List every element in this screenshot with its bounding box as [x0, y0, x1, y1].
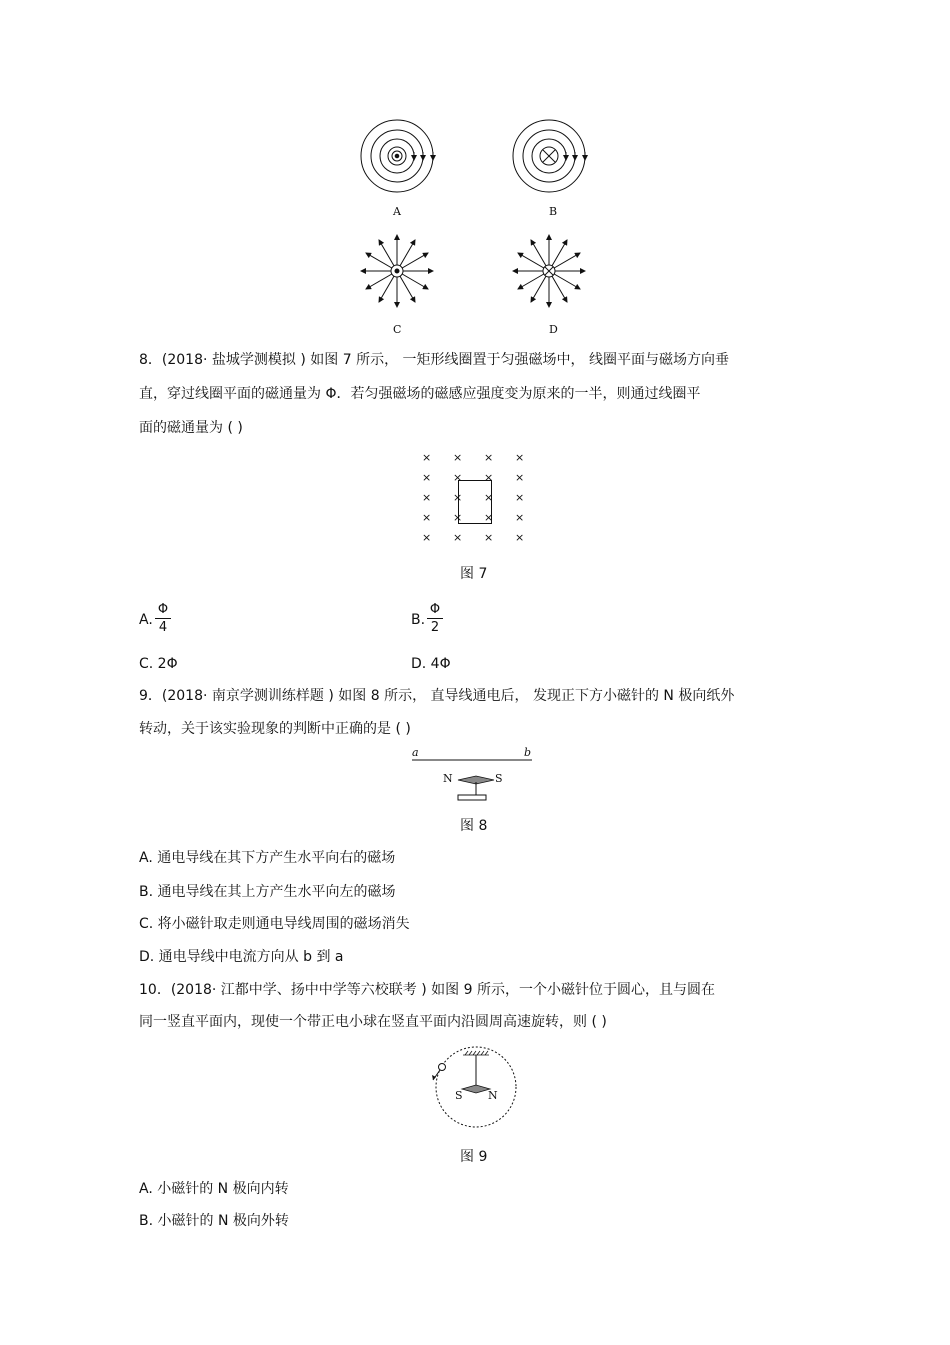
option-9d: D. 通电导线中电流方向从 b 到 a — [139, 949, 344, 965]
needle-base — [458, 795, 486, 800]
rectangular-coil — [458, 480, 492, 524]
option-9b: B. 通电导线在其上方产生水平向左的磁场 — [139, 884, 396, 900]
option-8d: D. 4Φ — [411, 656, 451, 672]
diagram-c — [361, 235, 433, 307]
q8-line2: 直，穿过线圈平面的磁通量为 Φ．若匀强磁场的磁感应强度变为原来的一半，则通过线圈平 — [139, 386, 701, 402]
field-cross-mark: × — [422, 471, 432, 484]
field-cross-mark: × — [453, 451, 463, 464]
option-10b: B. 小磁针的 N 极向外转 — [139, 1213, 289, 1229]
option-10a: A. 小磁针的 N 极向内转 — [139, 1181, 289, 1197]
field-cross-mark: × — [515, 451, 525, 464]
fraction-denominator: 2 — [430, 620, 440, 635]
figure-7-field — [418, 452, 533, 548]
figure-8 — [410, 746, 535, 802]
q9-line2: 转动，关于该实验现象的判断中正确的是 ( ) — [139, 721, 411, 737]
needle-label-s: S — [495, 772, 503, 785]
fraction-numerator: Φ — [427, 601, 443, 619]
field-cross-mark: × — [484, 531, 494, 544]
field-cross-mark: × — [422, 531, 432, 544]
field-cross-mark: × — [515, 531, 525, 544]
diagram-a — [361, 120, 433, 192]
diagram-b — [513, 120, 585, 192]
field-cross-mark: × — [422, 491, 432, 504]
q8-line3: 面的磁通量为 ( ) — [139, 420, 243, 436]
q8-line1: 8．(2018· 盐城学测模拟 ) 如图 7 所示， 一矩形线圈置于匀强磁场中， 线圈平面与磁场方向垂 — [139, 352, 729, 368]
field-cross-mark: × — [484, 491, 494, 504]
field-pattern-figure — [340, 118, 620, 348]
field-cross-mark: × — [515, 491, 525, 504]
option-9c: C. 将小磁针取走则通电导线周围的磁场消失 — [139, 916, 410, 932]
field-cross-mark: × — [484, 471, 494, 484]
hatched-support — [463, 1051, 489, 1055]
wire-label-a: a — [412, 746, 419, 759]
needle-label-s: S — [455, 1089, 463, 1102]
field-cross-mark: × — [484, 451, 494, 464]
label-b: B — [549, 205, 558, 218]
option-8c: C. 2Φ — [139, 656, 178, 672]
field-cross-mark: × — [453, 471, 463, 484]
fraction-denominator: 4 — [158, 620, 168, 635]
field-cross-mark: × — [422, 451, 432, 464]
figure-7-caption: 图 7 — [460, 566, 488, 582]
field-cross-mark: × — [453, 511, 463, 524]
field-cross-mark: × — [515, 511, 525, 524]
wire-label-b: b — [524, 746, 532, 759]
figure-8-caption: 图 8 — [460, 818, 488, 834]
option-8b-fraction — [427, 601, 443, 636]
option-8b-label: B. — [411, 612, 426, 628]
needle-label-n: N — [488, 1089, 498, 1102]
figure-9-caption: 图 9 — [460, 1149, 488, 1165]
q9-line1: 9．(2018· 南京学测训练样题 ) 如图 8 所示， 直导线通电后， 发现正下方小磁针的 N 极向纸外 — [139, 688, 735, 704]
figure-9 — [427, 1045, 522, 1130]
field-cross-mark: × — [453, 491, 463, 504]
compass-needle — [462, 1085, 490, 1093]
option-9a: A. 通电导线在其下方产生水平向右的磁场 — [139, 850, 396, 866]
needle-label-n: N — [443, 772, 453, 785]
field-cross-mark: × — [422, 511, 432, 524]
label-c: C — [393, 323, 402, 336]
q10-line1: 10．(2018· 江都中学、扬中中学等六校联考 ) 如图 9 所示，一个小磁针位于圆心，且与圆在 — [139, 982, 715, 998]
option-8a-label: A. — [139, 612, 153, 628]
label-a: A — [393, 205, 401, 218]
diagram-d — [513, 235, 585, 307]
q10-line2: 同一竖直平面内，现使一个带正电小球在竖直平面内沿圆周高速旋转，则 ( ) — [139, 1014, 607, 1030]
option-8a-fraction — [155, 601, 171, 636]
field-cross-mark: × — [515, 471, 525, 484]
field-cross-mark: × — [453, 531, 463, 544]
label-d: D — [549, 323, 558, 336]
fraction-numerator: Φ — [155, 601, 171, 619]
field-cross-mark: × — [484, 511, 494, 524]
charged-ball — [439, 1064, 446, 1071]
